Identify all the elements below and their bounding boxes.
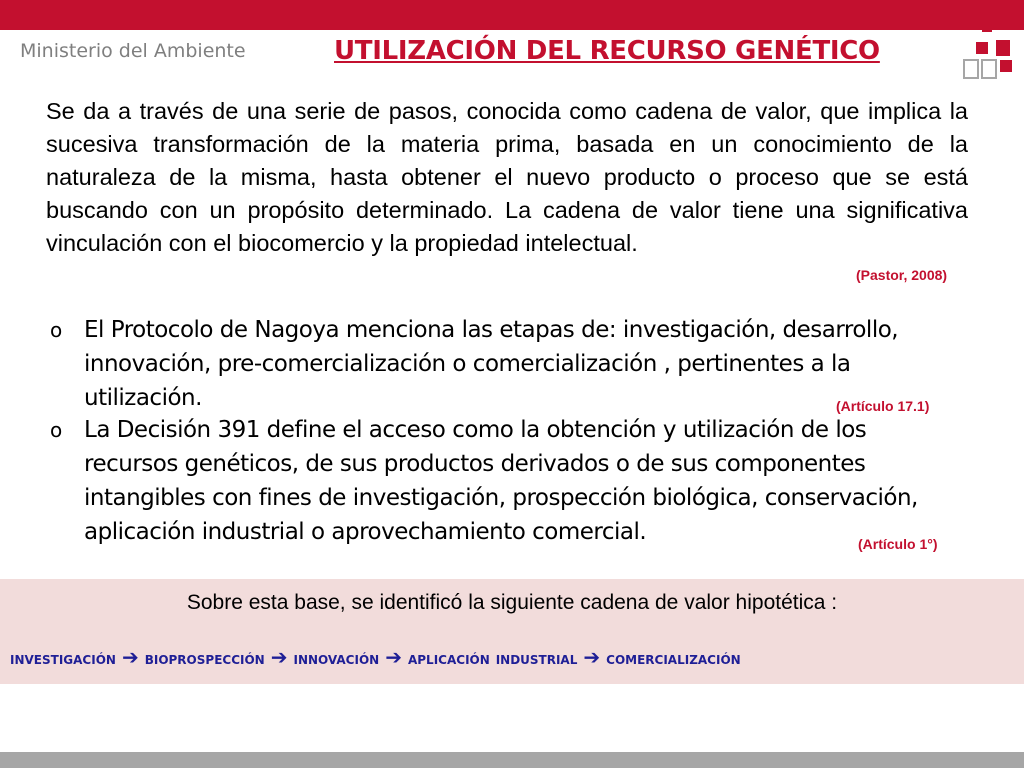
arrow-right-icon: ➔ xyxy=(121,645,139,669)
bottom-gray-bar xyxy=(0,752,1024,768)
intro-citation: (Pastor, 2008) xyxy=(856,267,948,283)
chain-step-innovacion: innovación xyxy=(293,649,380,669)
value-chain-panel xyxy=(0,579,1024,684)
ministry-logo xyxy=(962,18,1022,88)
bullet-citation: (Artículo 17.1) xyxy=(836,398,930,414)
bullet-item-nagoya xyxy=(50,313,950,415)
chain-step-investigacion: investigación xyxy=(10,649,116,669)
panel-intro-text: Sobre esta base, se identificó la siguiente cadena de valor hipotética : xyxy=(186,591,838,614)
value-chain xyxy=(10,645,741,669)
organization-name: Ministerio del Ambiente xyxy=(20,40,246,62)
arrow-right-icon: ➔ xyxy=(583,645,601,669)
bullet-marker: o xyxy=(50,418,62,442)
chain-step-bioprospeccion: bioprospección xyxy=(144,649,265,669)
bullet-marker: o xyxy=(50,318,62,342)
chain-step-comercializacion: comercialización xyxy=(606,649,741,669)
top-red-bar xyxy=(0,0,1024,30)
intro-paragraph: Se da a través de una serie de pasos, conocida como cadena de valor, que implica la sucesiva transformación de la materia prima, basada en un conocimiento de la naturaleza de la misma, hasta obtener el nuevo producto o proceso que se está buscando con un propósito determinado. La cadena de valor tiene una significativa vinculación con el biocomercio y la propiedad intelectual. xyxy=(46,98,968,256)
arrow-right-icon: ➔ xyxy=(385,645,402,669)
bullet-text: La Decisión 391 define el acceso como la obtención y utilización de los recursos genéticos, de sus productos derivados o de sus componentes intangibles con fines de investigación, prospección biológica, conservación, aplicación industrial o aprovechamiento comercial. xyxy=(84,417,918,545)
bullet-citation: (Artículo 1°) xyxy=(858,536,938,552)
slide-title: UTILIZACIÓN DEL RECURSO GENÉTICO xyxy=(334,36,880,66)
bullet-text: El Protocolo de Nagoya menciona las etapas de: investigación, desarrollo, innovación, pre-comercialización o comercialización , pertinentes a la utilización. xyxy=(84,317,899,411)
chain-step-aplicacion-industrial: aplicación industrial xyxy=(407,649,578,669)
bullet-item-decision xyxy=(50,413,950,552)
arrow-right-icon: ➔ xyxy=(270,645,288,669)
